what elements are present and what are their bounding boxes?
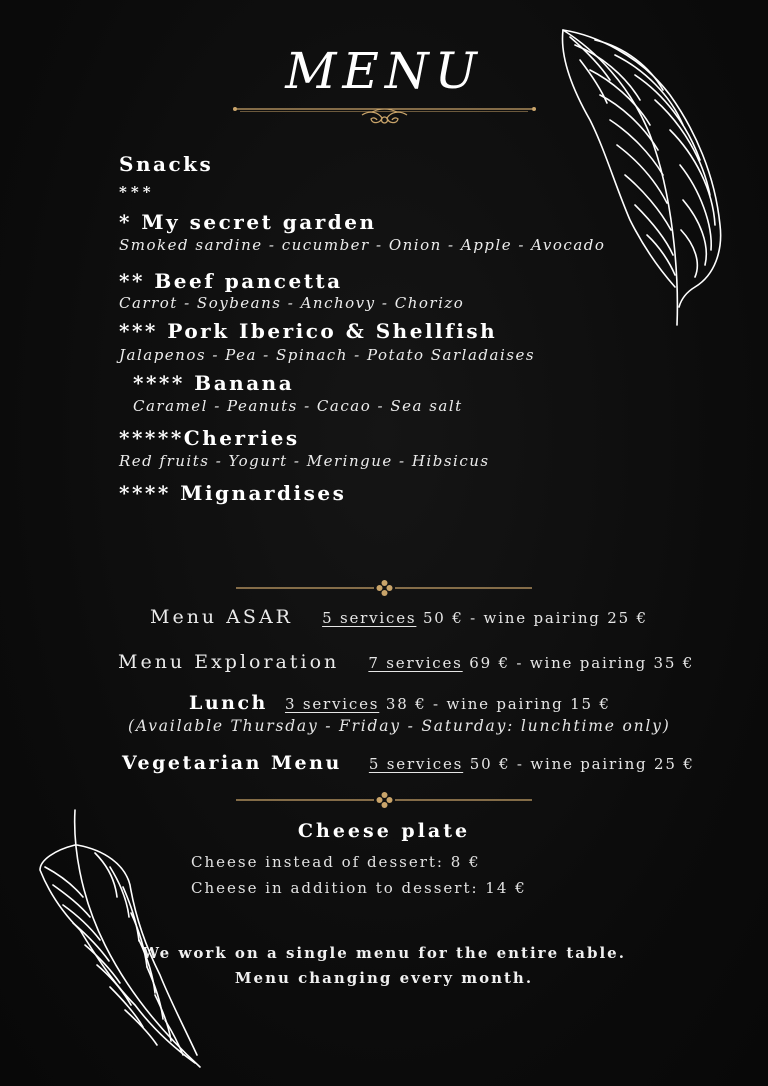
course-name: * My secret garden [119,210,377,234]
feather-icon [35,805,205,1075]
menu-name: Lunch [189,692,268,714]
page-title: MENU [285,42,483,100]
ornament-divider-icon [232,790,537,810]
cheese-instead: Cheese instead of dessert: 8 € [191,853,481,871]
cheese-addition: Cheese in addition to dessert: 14 € [191,879,527,897]
course-name: **** Banana [133,371,295,395]
footer-line-2: Menu changing every month. [234,969,534,987]
snacks-heading: Snacks [119,152,214,176]
menu-price-text: 50 € - wine pairing 25 € [463,755,695,773]
menu-name: Menu Exploration [118,651,340,673]
ornament-divider-icon [232,578,537,598]
menu-price [322,609,648,627]
menu-price-text: 38 € - wine pairing 15 € [379,695,611,713]
menu-services: 5 services [322,609,417,627]
menu-row [189,692,611,714]
menu-name: Vegetarian Menu [122,752,342,774]
lunch-note: (Available Thursday - Friday - Saturday: lunchtime only) [128,717,671,735]
menu-price-text: 69 € - wine pairing 35 € [462,654,695,672]
ornament-divider-icon [232,100,537,130]
menu-price [368,654,694,672]
menu-row [118,651,694,673]
menu-services: 5 services [368,755,464,773]
footer-line-1: We work on a single menu for the entire table. [142,944,626,962]
cheese-title: Cheese plate [297,820,471,842]
course-name: *****Cherries [119,426,300,450]
course-ingredients: Red fruits - Yogurt - Meringue - Hibsicus [119,452,490,470]
menu-name: Menu ASAR [150,606,293,628]
course-ingredients: Smoked sardine - cucumber - Onion - Apple - Avocado [119,236,606,254]
menu-price-text: 50 € - wine pairing 25 € [416,609,648,627]
menu-price [285,695,611,713]
course-ingredients: Caramel - Peanuts - Cacao - Sea salt [133,397,463,415]
course-name: *** Pork Iberico & Shellfish [119,319,498,343]
snacks-stars: *** [119,183,155,201]
menu-services: 3 services [284,695,380,713]
menu-price [369,755,695,773]
course-name: ** Beef pancetta [119,269,343,293]
feather-icon [555,25,730,330]
menu-row [122,752,695,774]
course-ingredients: Jalapenos - Pea - Spinach - Potato Sarladaises [119,346,536,364]
course-name: **** Mignardises [119,481,347,505]
course-ingredients: Carrot - Soybeans - Anchovy - Chorizo [119,294,465,312]
menu-row [150,606,648,628]
menu-services: 7 services [368,654,463,672]
